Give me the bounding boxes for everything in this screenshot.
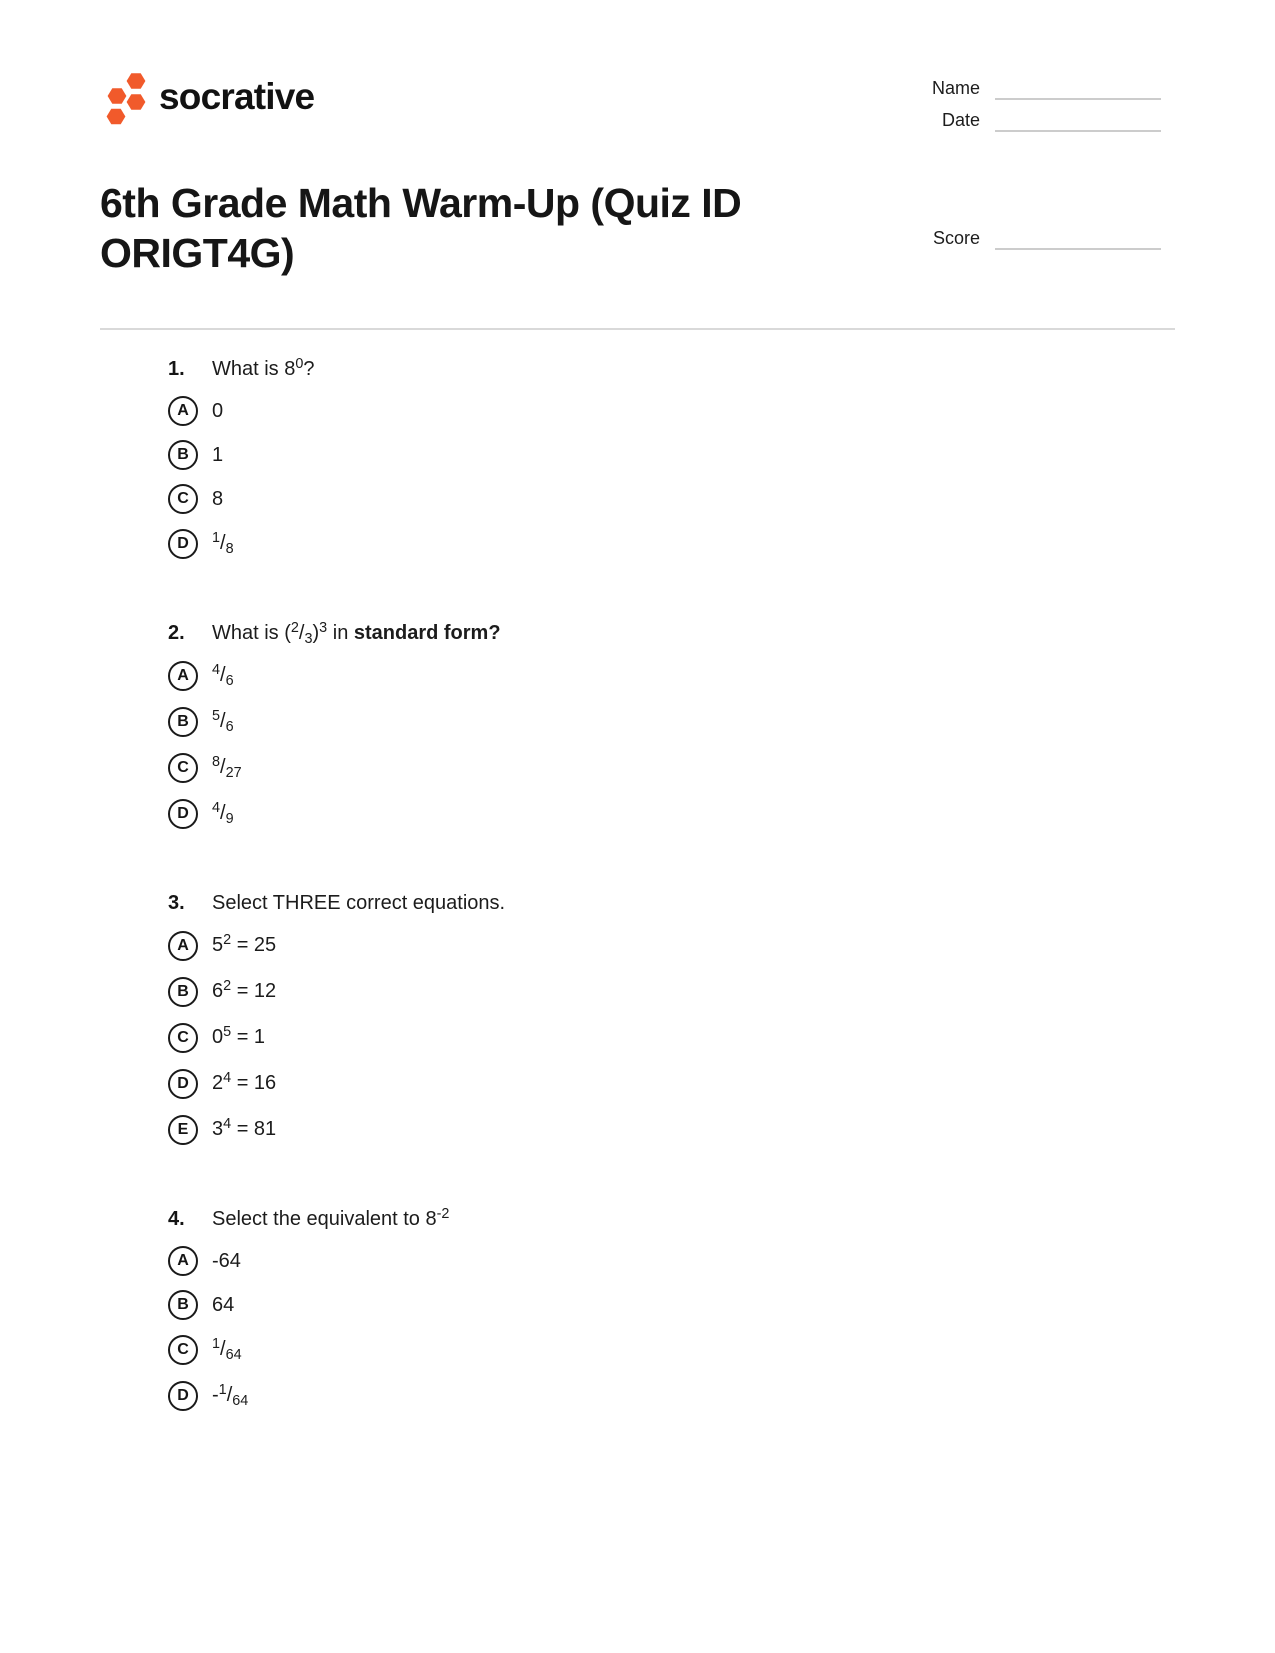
name-field-row bbox=[925, 78, 1161, 100]
option-text: 0 bbox=[212, 400, 224, 423]
option-letter-bubble bbox=[168, 396, 198, 426]
socrative-logo bbox=[100, 68, 314, 130]
title-row bbox=[100, 178, 1175, 278]
page-title: 6th Grade Math Warm-Up (Quiz ID ORIGT4G) bbox=[100, 180, 742, 277]
option-list bbox=[168, 1246, 1175, 1412]
option-letter-bubble bbox=[168, 799, 198, 829]
option-text: 64 bbox=[212, 1294, 235, 1317]
answer-option-row bbox=[168, 440, 1175, 470]
option-letter-bubble bbox=[168, 484, 198, 514]
answer-option-row bbox=[168, 1246, 1175, 1276]
option-letter: C bbox=[177, 1029, 189, 1047]
answer-option-row bbox=[168, 396, 1175, 426]
question-number: 1. bbox=[168, 358, 185, 381]
option-letter: A bbox=[177, 937, 189, 955]
question-prompt: Select the equivalent to $8^{-2}$ bbox=[212, 1206, 450, 1231]
option-letter: B bbox=[177, 983, 189, 1001]
answer-option-row bbox=[168, 528, 1175, 560]
option-letter-bubble bbox=[168, 1115, 198, 1145]
score-field-row bbox=[925, 228, 1161, 250]
option-list bbox=[168, 660, 1175, 830]
answer-option-row bbox=[168, 1380, 1175, 1412]
answer-option-row bbox=[168, 1290, 1175, 1320]
option-text: $^8/_{27}$ bbox=[212, 754, 242, 782]
score-field bbox=[925, 228, 1175, 250]
question-prompt: What is $8^0$? bbox=[212, 356, 315, 381]
date-label: Date bbox=[941, 110, 980, 130]
answer-option-row bbox=[168, 1114, 1175, 1146]
header-divider bbox=[100, 328, 1175, 330]
question-number: 2. bbox=[168, 622, 185, 645]
score-label: Score bbox=[932, 228, 980, 248]
question-prompt: Select THREE correct equations. bbox=[212, 892, 506, 915]
option-text: $0^5 = 1$ bbox=[212, 1024, 266, 1049]
option-letter: B bbox=[177, 713, 189, 731]
option-text: 1 bbox=[212, 444, 224, 467]
option-letter: D bbox=[177, 535, 189, 553]
option-text: $^4/_9$ bbox=[212, 800, 234, 828]
option-letter-bubble bbox=[168, 1069, 198, 1099]
option-letter-bubble bbox=[168, 1023, 198, 1053]
answer-option-row bbox=[168, 930, 1175, 962]
answer-option-row bbox=[168, 976, 1175, 1008]
option-text: $^1/_8$ bbox=[212, 530, 234, 558]
question-block bbox=[168, 890, 1175, 1146]
option-letter: A bbox=[177, 667, 189, 685]
option-letter-bubble bbox=[168, 1290, 198, 1320]
option-letter-bubble bbox=[168, 661, 198, 691]
question-header bbox=[168, 620, 1175, 646]
option-letter: B bbox=[177, 1296, 189, 1314]
question-block bbox=[168, 1206, 1175, 1412]
answer-option-row bbox=[168, 1068, 1175, 1100]
option-letter: C bbox=[177, 490, 189, 508]
option-letter: C bbox=[177, 1341, 189, 1359]
answer-option-row bbox=[168, 484, 1175, 514]
option-letter-bubble bbox=[168, 753, 198, 783]
option-letter: D bbox=[177, 1387, 189, 1405]
option-letter-bubble bbox=[168, 707, 198, 737]
option-letter-bubble bbox=[168, 440, 198, 470]
answer-option-row bbox=[168, 1022, 1175, 1054]
option-text: $5^2 = 25$ bbox=[212, 932, 277, 957]
name-blank-line bbox=[995, 80, 1161, 100]
answer-option-row bbox=[168, 752, 1175, 784]
option-letter-bubble bbox=[168, 977, 198, 1007]
option-text: $^5/_6$ bbox=[212, 708, 234, 736]
question-number: 4. bbox=[168, 1208, 185, 1231]
option-text: $^4/_6$ bbox=[212, 662, 234, 690]
name-label: Name bbox=[931, 78, 980, 98]
answer-option-row bbox=[168, 798, 1175, 830]
answer-option-row bbox=[168, 1334, 1175, 1366]
answer-option-row bbox=[168, 706, 1175, 738]
option-list bbox=[168, 396, 1175, 560]
option-text: 8 bbox=[212, 488, 224, 511]
score-blank-line bbox=[995, 230, 1161, 250]
option-text: $6^2 = 12$ bbox=[212, 978, 277, 1003]
option-letter-bubble bbox=[168, 931, 198, 961]
question-block bbox=[168, 620, 1175, 830]
date-field-row bbox=[925, 110, 1161, 132]
option-letter-bubble bbox=[168, 1381, 198, 1411]
question-header bbox=[168, 890, 1175, 916]
question-prompt: What is $(^2/_3)^3$ in standard form? bbox=[212, 620, 501, 648]
answer-option-row bbox=[168, 660, 1175, 692]
option-text: $^1/_{64}$ bbox=[212, 1336, 242, 1364]
option-letter-bubble bbox=[168, 1335, 198, 1365]
option-letter: E bbox=[177, 1121, 189, 1139]
questions bbox=[100, 356, 1175, 1412]
name-date-fields bbox=[925, 66, 1175, 142]
option-letter: D bbox=[177, 1075, 189, 1093]
option-text: $3^4 = 81$ bbox=[212, 1116, 277, 1141]
date-blank-line bbox=[995, 112, 1161, 132]
option-list bbox=[168, 930, 1175, 1146]
option-text: $2^4 = 16$ bbox=[212, 1070, 277, 1095]
option-letter: A bbox=[177, 402, 189, 420]
option-letter: B bbox=[177, 446, 189, 464]
header bbox=[100, 66, 1175, 142]
option-letter-bubble bbox=[168, 1246, 198, 1276]
question-header bbox=[168, 1206, 1175, 1232]
question-block bbox=[168, 356, 1175, 560]
option-letter: D bbox=[177, 805, 189, 823]
question-number: 3. bbox=[168, 892, 185, 915]
option-text: $-^1/_{64}$ bbox=[212, 1382, 249, 1410]
option-letter: A bbox=[177, 1252, 189, 1270]
option-letter-bubble bbox=[168, 529, 198, 559]
socrative-hexagons-icon bbox=[100, 68, 150, 130]
question-header bbox=[168, 356, 1175, 382]
option-text: -64 bbox=[212, 1250, 241, 1273]
socrative-logo-text: socrative bbox=[159, 76, 315, 117]
option-letter: C bbox=[177, 759, 189, 777]
